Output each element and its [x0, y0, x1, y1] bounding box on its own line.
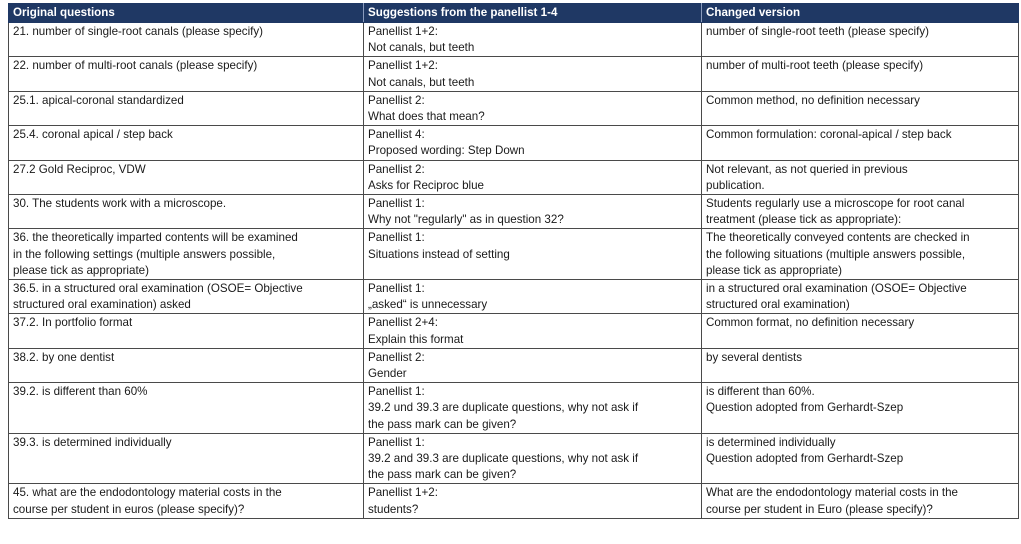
suggestion-cell	[364, 280, 702, 314]
cell-text-line: publication.	[706, 178, 765, 192]
original-questions-cell	[9, 383, 364, 434]
cell-text-line: Common method, no definition necessary	[706, 93, 920, 107]
cell-text-line: Common format, no definition necessary	[706, 316, 915, 330]
table-row	[9, 23, 1019, 57]
cell-text-line: Panellist 1+2:	[368, 486, 438, 500]
changed-version-cell	[702, 433, 1019, 484]
cell-text-line: number of single-root teeth (please specify)	[706, 25, 929, 38]
cell-text-line: Common formulation: coronal-apical / step back	[706, 128, 952, 142]
table-row	[9, 383, 1019, 434]
changed-version-cell	[702, 57, 1019, 91]
cell-text-line: Panellist 1+2:	[368, 25, 438, 38]
changed-version-cell	[702, 348, 1019, 382]
original-questions-cell	[9, 314, 364, 348]
suggestion-cell	[364, 348, 702, 382]
changed-version-cell	[702, 280, 1019, 314]
changed-version-cell	[702, 383, 1019, 434]
table-row	[9, 229, 1019, 280]
table-row	[9, 314, 1019, 348]
cell-text-line: Panellist 2:	[368, 93, 425, 107]
cell-text-line: Panellist 1:	[368, 385, 425, 399]
suggestion-cell	[364, 383, 702, 434]
header-suggestions: Suggestions from the panellist 1-4	[364, 4, 702, 23]
suggestion-cell	[364, 229, 702, 280]
cell-text-line: 25.1. apical-coronal standardized	[13, 93, 184, 107]
changed-version-cell	[702, 484, 1019, 518]
original-questions-cell	[9, 57, 364, 91]
cell-text-line: 39.2. is different than 60%	[13, 385, 148, 399]
cell-text-line: in a structured oral examination (OSOE= Objective	[706, 282, 967, 296]
cell-text-line: Explain this format	[368, 332, 464, 346]
cell-text-line: course per student in Euro (please specify)?	[706, 502, 933, 516]
original-questions-cell	[9, 280, 364, 314]
original-questions-cell	[9, 195, 364, 229]
table-row	[9, 57, 1019, 91]
cell-text-line: the pass mark can be given?	[368, 468, 517, 482]
cell-text-line: The theoretically conveyed contents are checked in	[706, 231, 970, 245]
cell-text-line: students?	[368, 502, 419, 516]
cell-text-line: Panellist 2+4:	[368, 316, 438, 330]
original-questions-cell	[9, 433, 364, 484]
cell-text-line: please tick as appropriate)	[13, 263, 149, 277]
cell-text-line: is determined individually	[706, 435, 836, 449]
cell-text-line: Why not "regularly" as in question 32?	[368, 213, 564, 227]
changed-version-cell	[702, 126, 1019, 160]
cell-text-line: 21. number of single-root canals (please specify)	[13, 25, 264, 38]
cell-text-line: by several dentists	[706, 350, 803, 364]
cell-text-line: Students regularly use a microscope for root canal	[706, 197, 965, 211]
cell-text-line: 36. the theoretically imparted contents will be examined	[13, 231, 298, 245]
cell-text-line: Question adopted from Gerhardt-Szep	[706, 401, 904, 415]
cell-text-line: 27.2 Gold Reciproc, VDW	[13, 162, 146, 176]
cell-text-line: Not canals, but teeth	[368, 41, 475, 55]
changed-version-cell	[702, 91, 1019, 125]
cell-text-line: structured oral examination)	[706, 298, 850, 312]
original-questions-cell	[9, 484, 364, 518]
cell-text-line: Proposed wording: Step Down	[368, 144, 525, 158]
cell-text-line: the pass mark can be given?	[368, 417, 517, 431]
table-row	[9, 91, 1019, 125]
header-changed-version: Changed version	[702, 4, 1019, 23]
table-row	[9, 484, 1019, 518]
cell-text-line: 38.2. by one dentist	[13, 350, 115, 364]
table-row	[9, 126, 1019, 160]
cell-text-line: Panellist 2:	[368, 162, 425, 176]
header-row	[9, 4, 1019, 23]
header-original-questions: Original questions	[9, 4, 364, 23]
cell-text-line: Panellist 1:	[368, 282, 425, 296]
cell-text-line: „asked“ is unnecessary	[368, 298, 488, 312]
suggestion-cell	[364, 91, 702, 125]
table-row	[9, 195, 1019, 229]
cell-text-line: Gender	[368, 367, 407, 381]
cell-text-line: 37.2. In portfolio format	[13, 316, 133, 330]
changed-version-cell	[702, 160, 1019, 194]
cell-text-line: 39.2 and 39.3 are duplicate questions, why not ask if	[368, 452, 639, 466]
cell-text-line: Panellist 1:	[368, 231, 425, 245]
cell-text-line: course per student in euros (please specify)?	[13, 502, 245, 516]
suggestion-cell	[364, 484, 702, 518]
changed-version-cell	[702, 229, 1019, 280]
suggestion-cell	[364, 126, 702, 160]
cell-text-line: 25.4. coronal apical / step back	[13, 128, 173, 142]
original-questions-cell	[9, 348, 364, 382]
original-questions-cell	[9, 229, 364, 280]
table-body	[9, 23, 1019, 519]
cell-text-line: Situations instead of setting	[368, 247, 510, 261]
original-questions-cell	[9, 91, 364, 125]
cell-text-line: structured oral examination) asked	[13, 298, 191, 312]
cell-text-line: 22. number of multi-root canals (please specify)	[13, 59, 258, 73]
suggestion-cell	[364, 195, 702, 229]
cell-text-line: What does that mean?	[368, 110, 485, 124]
suggestion-cell	[364, 160, 702, 194]
cell-text-line: is different than 60%.	[706, 385, 815, 399]
cell-text-line: Panellist 2:	[368, 350, 425, 364]
suggestion-cell	[364, 314, 702, 348]
cell-text-line: please tick as appropriate)	[706, 263, 842, 277]
cell-text-line: 39.2 und 39.3 are duplicate questions, why not ask if	[368, 401, 639, 415]
cell-text-line: Panellist 4:	[368, 128, 425, 142]
table-header	[9, 4, 1019, 23]
cell-text-line: in the following settings (multiple answers possible,	[13, 247, 276, 261]
suggestion-cell	[364, 23, 702, 57]
cell-text-line: 39.3. is determined individually	[13, 435, 172, 449]
cell-text-line: 36.5. in a structured oral examination (OSOE= Objective	[13, 282, 303, 296]
suggestion-cell	[364, 433, 702, 484]
cell-text-line: What are the endodontology material costs in the	[706, 486, 958, 500]
cell-text-line: the following situations (multiple answers possible,	[706, 247, 966, 261]
cell-text-line: Panellist 1+2:	[368, 59, 438, 73]
table-row	[9, 433, 1019, 484]
cell-text-line: Asks for Reciproc blue	[368, 178, 484, 192]
suggestion-cell	[364, 57, 702, 91]
table-row	[9, 280, 1019, 314]
original-questions-cell	[9, 160, 364, 194]
original-questions-cell	[9, 126, 364, 160]
cell-text-line: 30. The students work with a microscope.	[13, 197, 227, 211]
cell-text-line: 45. what are the endodontology material costs in the	[13, 486, 282, 500]
table-row	[9, 160, 1019, 194]
changed-version-cell	[702, 314, 1019, 348]
table-row	[9, 348, 1019, 382]
cell-text-line: Panellist 1:	[368, 435, 425, 449]
comparison-table	[8, 3, 1019, 519]
changed-version-cell	[702, 195, 1019, 229]
cell-text-line: Not canals, but teeth	[368, 75, 475, 89]
original-questions-cell	[9, 23, 364, 57]
cell-text-line: Question adopted from Gerhardt-Szep	[706, 452, 904, 466]
cell-text-line: number of multi-root teeth (please specify)	[706, 59, 924, 73]
cell-text-line: Panellist 1:	[368, 197, 425, 211]
cell-text-line: Not relevant, as not queried in previous	[706, 162, 908, 176]
changed-version-cell	[702, 23, 1019, 57]
cell-text-line: treatment (please tick as appropriate):	[706, 213, 902, 227]
